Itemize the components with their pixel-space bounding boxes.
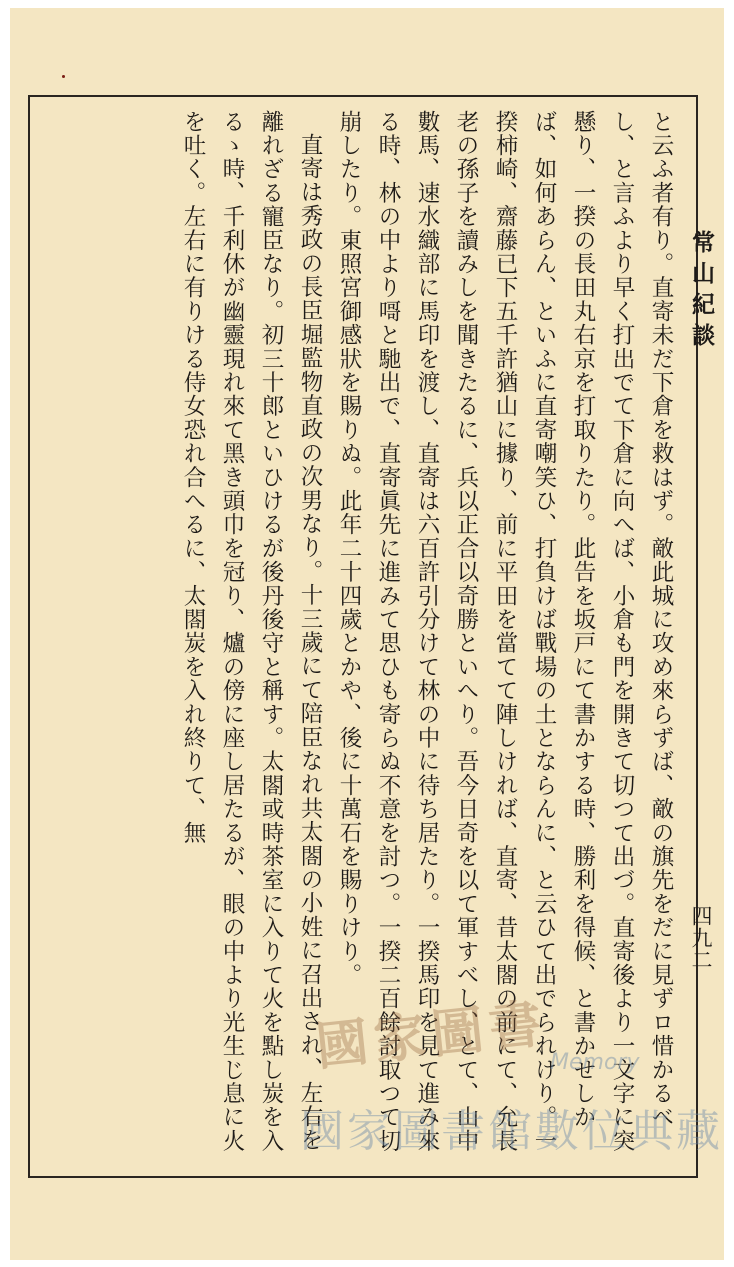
running-title: 常山紀談 <box>688 230 714 354</box>
library-seal-watermark: 國家圖書 <box>313 993 551 1078</box>
ink-speck <box>62 75 65 78</box>
paragraph-1: と云ふ者有り。直寄未だ下倉を救はず。敵此城に攻め來らずば、敵の旗先をだに見ずロ惜かるべし、と言ふより早く打出でて下倉に向へば、小倉も門を開きて切つて出づ。直寄後より一文字に突懸り、一揆の長田丸右京を打取りたり。此告を坂戸にて書かする時、勝利を得候、と書かせしかば、如何あらん、といふに直寄嘲笑ひ、打負けば戰場の土とならんに、と云ひて出でられけり。一揆柿崎、齋藤已下五千許猶山に據り、前に平田を當てて陣しければ、直寄、昔太閤の前にて、允長老の孫子を讀みしを聞きたるに、兵以正合以奇勝といへり。吾今日奇を以て軍すべし、とて、山中數馬、速水織部に馬印を渡し、直寄は六百許引分けて林の中に待ち居たり。一揆馬印を見て進み來る時、林の中より𠹭と馳出で、直寄眞先に進みて思ひも寄らぬ不意を討つ。一揆二百餘討取つて切崩したり。東照宮御感狀を賜りぬ。此年二十四歲とかや、後に十萬石を賜りけり。 <box>336 110 674 1153</box>
paragraph-2: 直寄は秀政の長臣堀監物直政の次男なり。十三歲にて陪臣なれ共太閤の小姓に召出され、左右を離れざる寵臣なり。初三十郎といひけるが後丹後守と稱す。太閤或時茶室に入りて火を點し炭を入るゝ時、千利休が幽靈現れ來て黑き頭巾を冠り、爐の傍に座し居たるが、眼の中より光生じ息に火を吐く。左右に有りける侍女恐れ合へるに、太閤炭を入れ終りて、無 <box>180 110 323 1153</box>
library-watermark: 國家圖書館數位典藏 <box>300 1106 723 1157</box>
memory-watermark: Memory <box>550 1050 640 1075</box>
page-number: 四九二 <box>689 905 713 971</box>
